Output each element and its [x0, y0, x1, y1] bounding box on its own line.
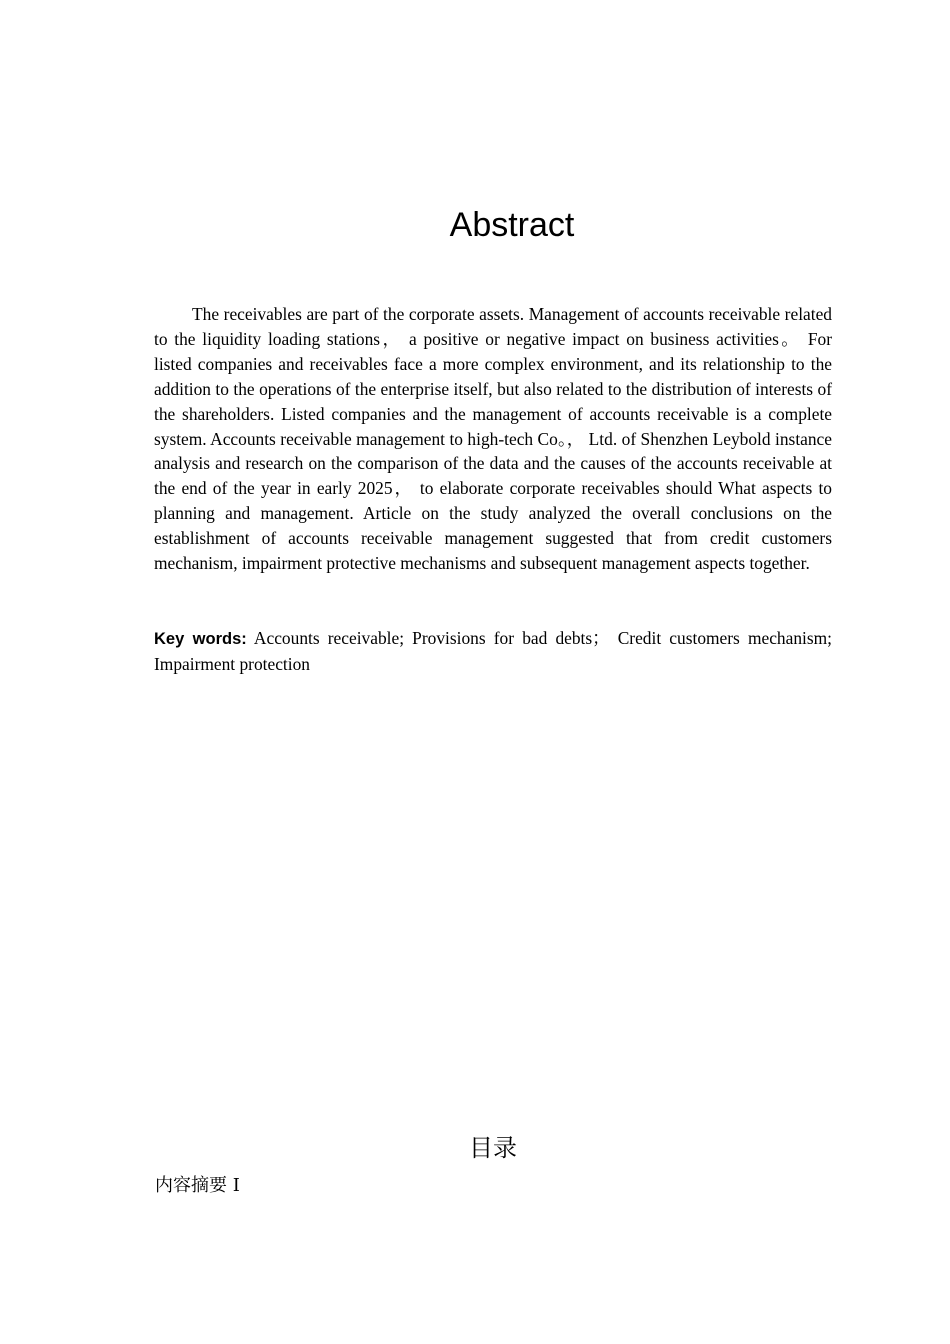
toc-entry[interactable]: 内容摘要 I: [155, 1175, 240, 1196]
toc-title: 目录: [469, 1134, 517, 1162]
keywords-paragraph: [154, 626, 832, 677]
abstract-title: Abstract: [449, 206, 575, 244]
abstract-body: The receivables are part of the corporate assets. Management of accounts receivable related to the liquidity loading stations， a positive or negative impact on business activities。 For listed companies and receivables face a more complex environment, and its relationship to the addition to the operations of the enterprise itself, but also related to the distribution of interests of the shareholders. Listed companies and the management of accounts receivable is a complete system. Accounts receivable management to high-tech Co。， Ltd. of Shenzhen Leybold instance analysis and research on the comparison of the data and the causes of the accounts receivable at the end of the year in early 2025， to elaborate corporate receivables should What aspects to planning and management. Article on the study analyzed the overall conclusions on the establishment of accounts receivable management suggested that from credit customers mechanism, impairment protective mechanisms and subsequent management aspects together.: [154, 304, 832, 574]
keywords-label: Key words:: [154, 630, 247, 648]
keywords-text: Accounts receivable; Provisions for bad debts； Credit customers mechanism; Impairment protection: [154, 628, 833, 674]
